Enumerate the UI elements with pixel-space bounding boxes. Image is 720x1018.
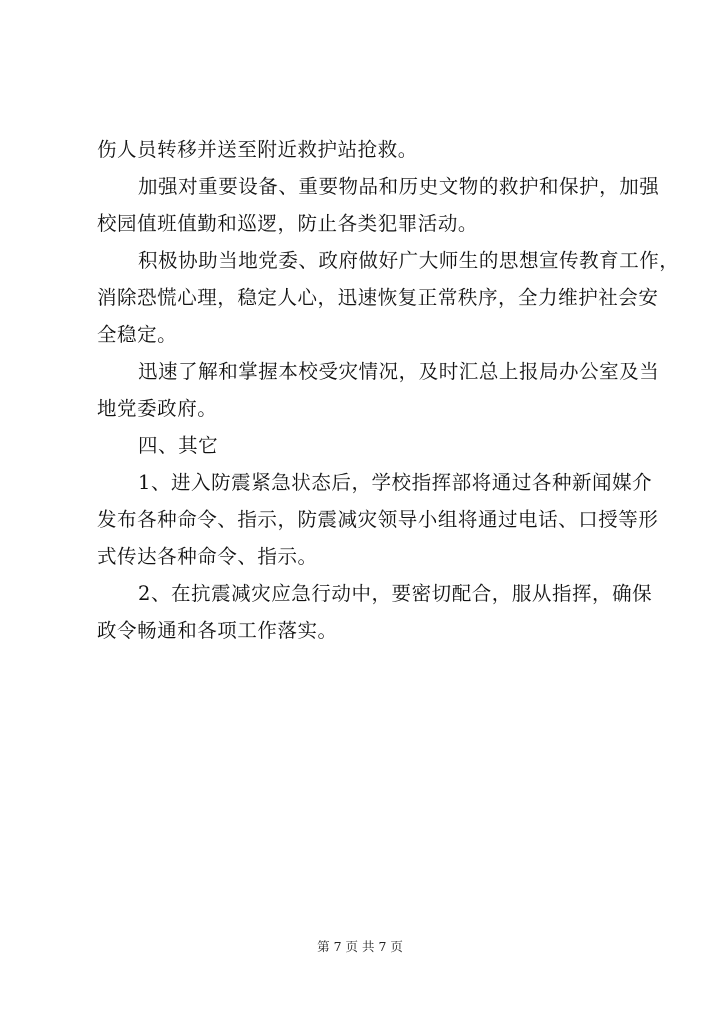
text-line: 积极协助当地党委、政府做好广大师生的思想宣传教育工作， [138, 249, 680, 272]
text-line: 伤人员转移并送至附近救护站抢救。 [97, 138, 418, 161]
text-line: 迅速了解和掌握本校受灾情况，及时汇总上报局办公室及当 [138, 360, 660, 383]
text-line: 地党委政府。 [97, 397, 218, 420]
section-heading: 四、其它 [138, 434, 219, 457]
text-line: 加强对重要设备、重要物品和历史文物的救护和保护，加强 [138, 175, 660, 198]
text-line: 政令畅通和各项工作落实。 [97, 619, 338, 642]
text-line: 1、进入防震紧急状态后，学校指挥部将通过各种新闻媒介 [138, 471, 653, 494]
text-line: 校园值班值勤和巡逻，防止各类犯罪活动。 [97, 212, 478, 235]
text-line: 消除恐慌心理，稳定人心，迅速恢复正常秩序，全力维护社会安 [97, 286, 659, 309]
document-body [97, 131, 680, 649]
text-line: 全稳定。 [97, 323, 178, 346]
text-line: 2、在抗震减灾应急行动中，要密切配合，服从指挥，确保 [138, 582, 653, 605]
page-number-footer: 第 7 页 共 7 页 [317, 939, 403, 954]
text-line: 式传达各种命令、指示。 [97, 545, 318, 568]
text-line: 发布各种命令、指示，防震减灾领导小组将通过电话、口授等形 [97, 508, 659, 531]
